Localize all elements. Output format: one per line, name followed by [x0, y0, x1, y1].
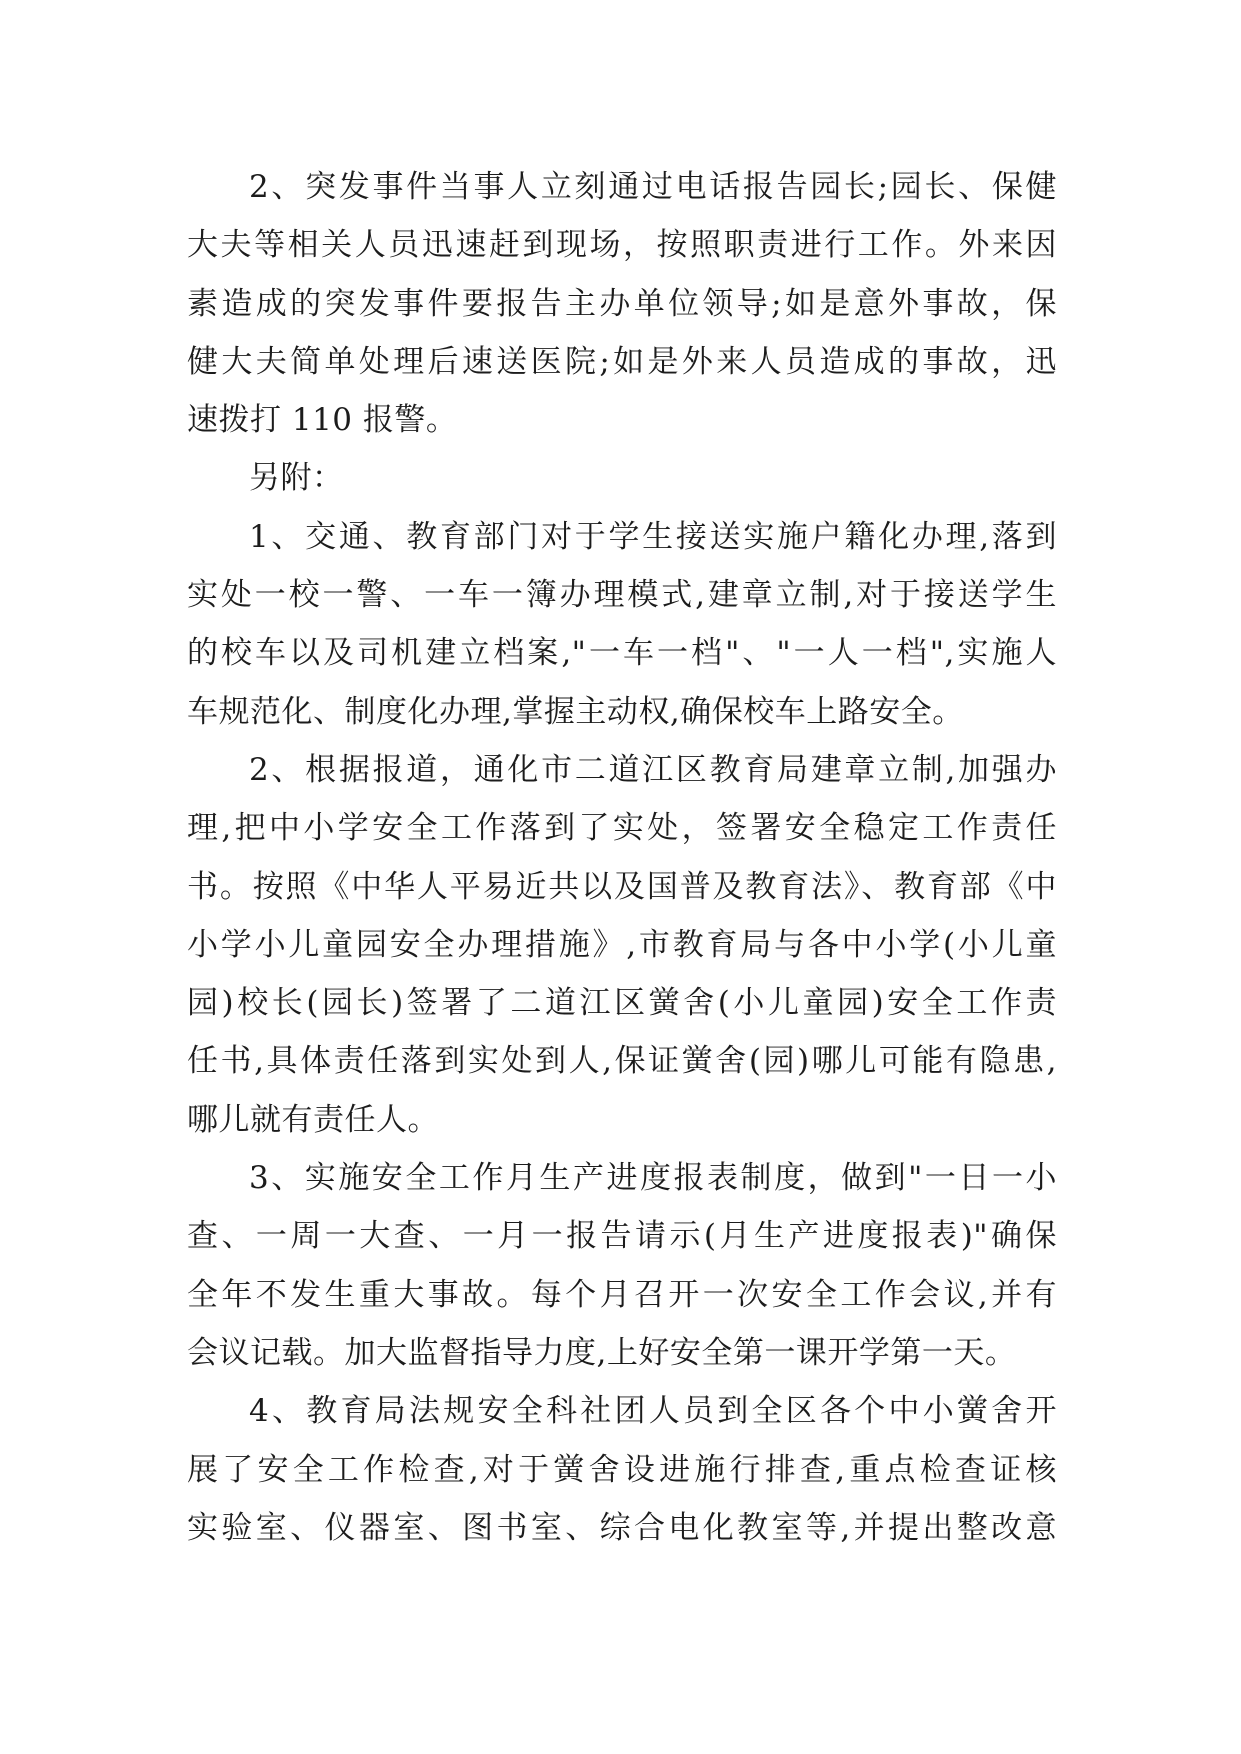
text-line: 速拨打 110 报警。 [187, 402, 458, 439]
text-line: 展了安全工作检查,对于黉舍设进施行排查,重点检查证核 [187, 1451, 1057, 1488]
text-line: 实处一校一警、一车一簿办理模式,建章立制,对于接送学生 [187, 577, 1057, 614]
text-line: 理,把中小学安全工作落到了实处，签署安全稳定工作责任 [187, 810, 1057, 847]
text-line: 哪儿就有责任人。 [187, 1101, 439, 1138]
text-line: 1、交通、教育部门对于学生接送实施户籍化办理,落到 [249, 518, 1057, 555]
text-line: 的校车以及司机建立档案,"一车一档"、"一人一档",实施人 [187, 635, 1057, 672]
text-line: 3、实施安全工作月生产进度报表制度，做到"一日一小 [249, 1160, 1057, 1197]
text-line: 2、根据报道，通化市二道江区教育局建章立制,加强办 [249, 751, 1057, 788]
text-line: 另附： [249, 460, 344, 497]
text-line: 健大夫简单处理后速送医院;如是外来人员造成的事故，迅 [187, 343, 1057, 380]
text-line: 小学小儿童园安全办理措施》,市教育局与各中小学(小儿童 [187, 926, 1057, 963]
text-line: 会议记载。加大监督指导力度,上好安全第一课开学第一天。 [187, 1334, 1017, 1371]
text-line: 书。按照《中华人平易近共以及国普及教育法》、教育部《中 [187, 868, 1057, 905]
text-line: 园)校长(园长)签署了二道江区黉舍(小儿童园)安全工作责 [187, 985, 1057, 1022]
text-line: 实验室、仪器室、图书室、综合电化教室等,并提出整改意 [187, 1509, 1057, 1546]
text-line: 查、一周一大查、一月一报告请示(月生产进度报表)"确保 [187, 1218, 1057, 1255]
document-body [187, 158, 1057, 1557]
text-line: 任书,具体责任落到实处到人,保证黉舍(园)哪儿可能有隐患, [187, 1043, 1057, 1080]
text-line: 2、突发事件当事人立刻通过电话报告园长;园长、保健 [249, 169, 1057, 205]
text-line: 全年不发生重大事故。每个月召开一次安全工作会议,并有 [187, 1276, 1057, 1313]
text-line: 车规范化、制度化办理,掌握主动权,确保校车上路安全。 [187, 693, 964, 730]
text-line: 4、教育局法规安全科社团人员到全区各个中小黉舍开 [249, 1393, 1057, 1430]
text-line: 素造成的突发事件要报告主办单位领导;如是意外事故，保 [187, 285, 1057, 322]
text-line: 大夫等相关人员迅速赶到现场，按照职责进行工作。外来因 [187, 227, 1057, 264]
